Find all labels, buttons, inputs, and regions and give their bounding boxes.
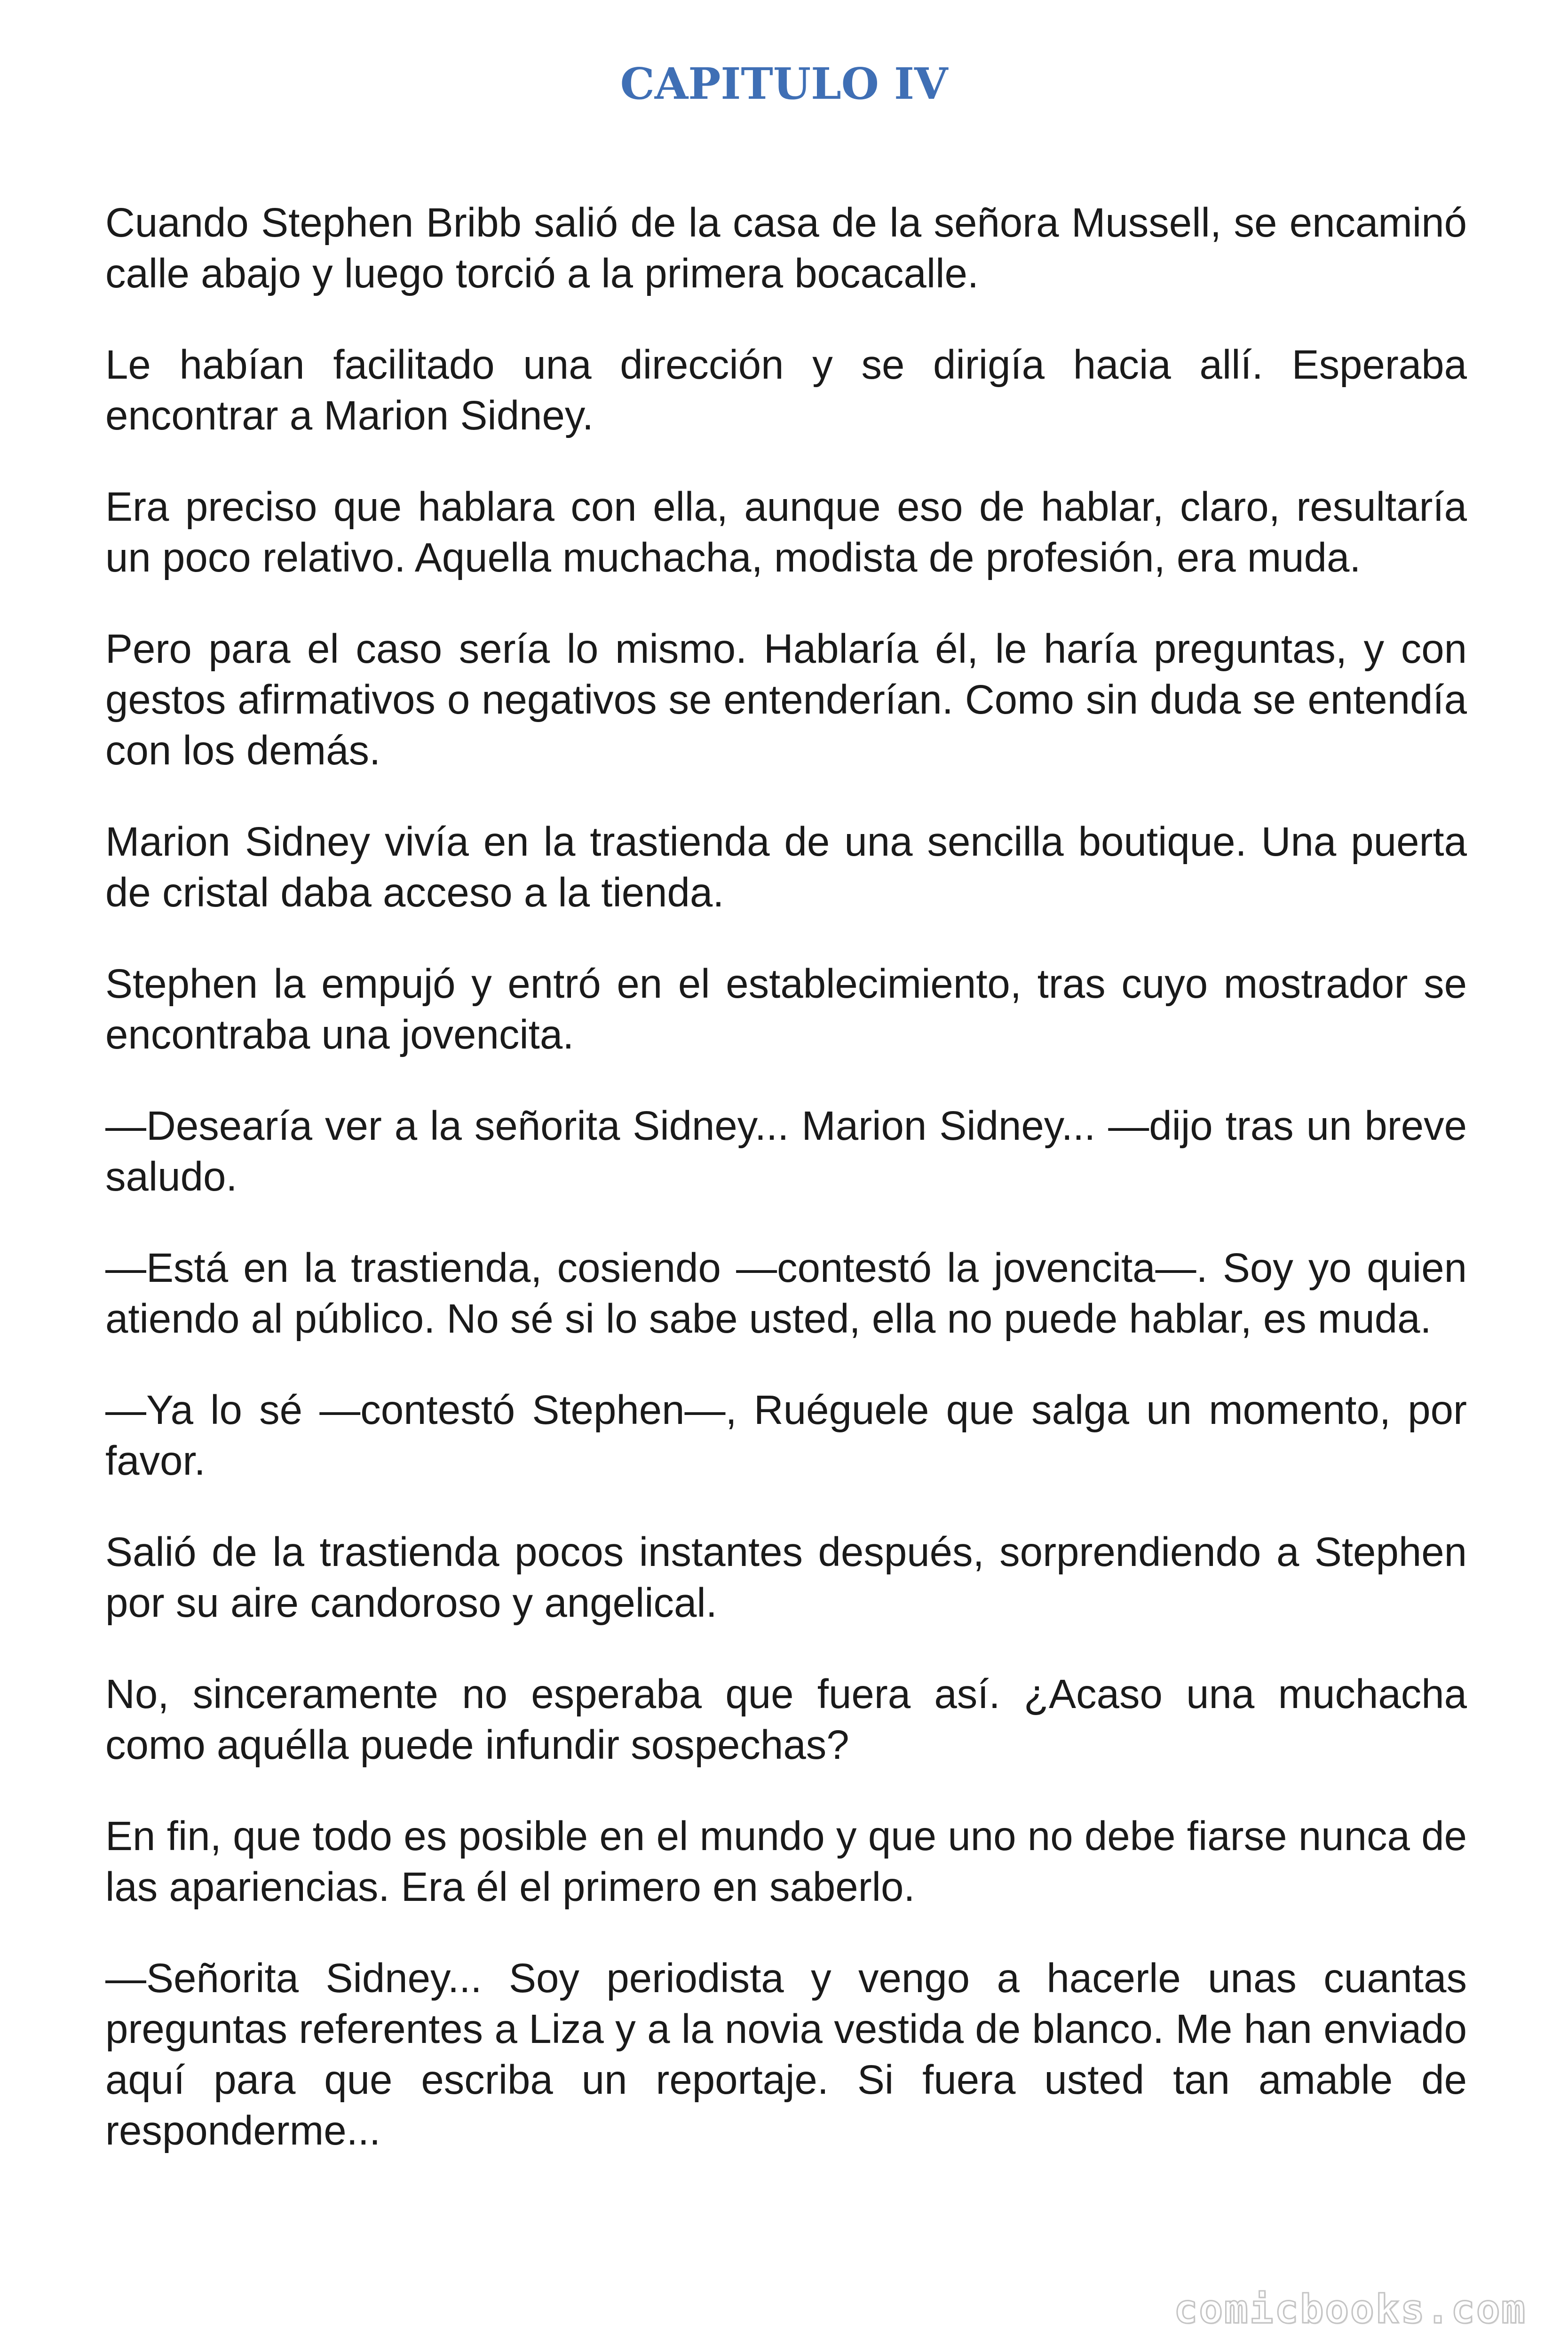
paragraph: Stephen la empujó y entró en el establecimiento, tras cuyo mostrador se encontraba una jovencita. [105,961,1467,1057]
paragraph: Le habían facilitado una dirección y se dirigía hacia allí. Esperaba encontrar a Marion Sidney. [105,342,1467,438]
paragraph: —Está en la trastienda, cosiendo —contestó la jovencita—. Soy yo quien atiendo al público. No sé si lo sabe usted, ella no puede hablar, es muda. [105,1245,1467,1342]
paragraph: No, sinceramente no esperaba que fuera así. ¿Acaso una muchacha como aquélla puede infundir sospechas? [105,1671,1467,1768]
paragraph: —Desearía ver a la señorita Sidney... Marion Sidney... —dijo tras un breve saludo. [105,1103,1467,1200]
paragraph: Salió de la trastienda pocos instantes después, sorprendiendo a Stephen por su aire candoroso y angelical. [105,1529,1467,1626]
paragraph: Cuando Stephen Bribb salió de la casa de la señora Mussell, se encaminó calle abajo y luego torció a la primera bocacalle. [105,200,1467,296]
paragraph: —Ya lo sé —contestó Stephen—, Ruéguele que salga un momento, por favor. [105,1387,1467,1484]
watermark: comicbooks.com [1173,2286,1527,2332]
paragraph: En fin, que todo es posible en el mundo y que uno no debe fiarse nunca de las apariencias. Era él el primero en saberlo. [105,1813,1467,1910]
paragraph: —Señorita Sidney... Soy periodista y vengo a hacerle unas cuantas preguntas referentes a Liza y a la novia vestida de blanco. Me han enviado aquí para que escriba un reportaje. Si fuera usted tan amable de responderme... [105,1955,1467,2153]
paragraph: Era preciso que hablara con ella, aunque eso de hablar, claro, resultaría un poco relativo. Aquella muchacha, modista de profesión, era muda. [105,484,1467,580]
paragraph: Marion Sidney vivía en la trastienda de una sencilla boutique. Una puerta de cristal daba acceso a la tienda. [105,819,1467,915]
chapter-body [105,198,1467,2197]
paragraph: Pero para el caso sería lo mismo. Hablaría él, le haría preguntas, y con gestos afirmativos o negativos se entenderían. Como sin duda se entendía con los demás. [105,626,1467,773]
chapter-title: CAPITULO IV [620,58,948,109]
